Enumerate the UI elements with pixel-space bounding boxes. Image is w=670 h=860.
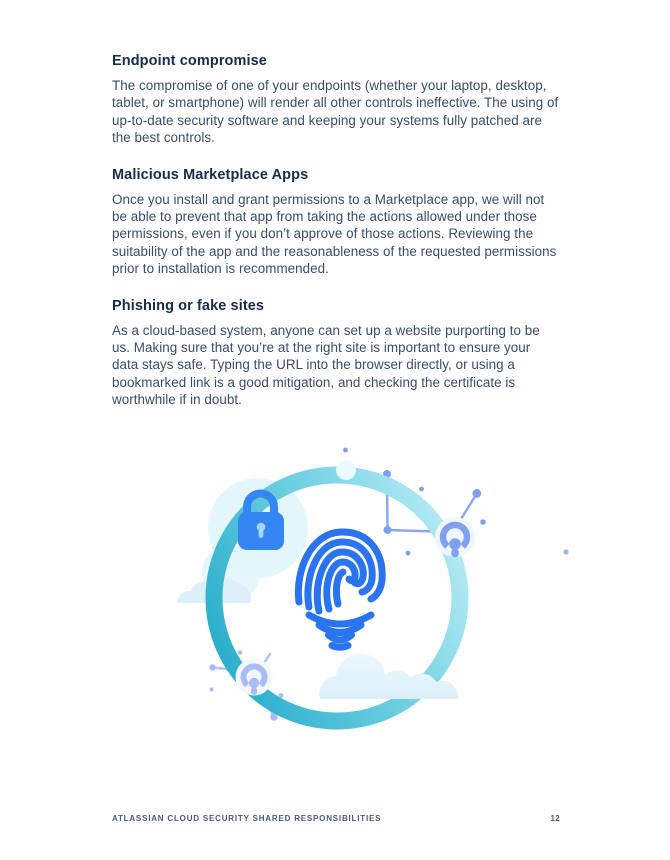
page-footer: [112, 814, 560, 823]
section-heading: Phishing or fake sites: [112, 297, 265, 314]
user-node-icon: [435, 517, 475, 557]
security-illustration: [150, 440, 580, 770]
section-body: Once you install and grant permissions to a Marketplace app, we will not be able to prevent that app from taking the actions allowed under those permissions, even if you don’t approve of those actions. Reviewing the suitability of the app and the reasonableness of the requested permissions prior to installation is recommended.: [112, 191, 557, 277]
section-body: The compromise of one of your endpoints (whether your laptop, desktop, tablet, or smartphone) will render all other controls ineffective. The using of up-to-date security software and keeping your systems fully patched are the best controls.: [112, 78, 559, 146]
section-phishing-or-fake-sites: [112, 298, 559, 409]
section-malicious-marketplace-apps: [112, 167, 559, 278]
section-endpoint-compromise: [112, 53, 559, 147]
footer-title: ATLASSIAN CLOUD SECURITY SHARED RESPONSIBILITIES: [112, 814, 382, 823]
user-node-icon: [236, 659, 273, 696]
page-number: 12: [550, 814, 560, 823]
section-body: As a cloud-based system, anyone can set up a website purporting to be us. Making sure that you’re at the right site is important to ensure your data stays safe. Typing the URL into the browser directly, or using a bookmarked link is a good mitigation, and checking the certificate is worthwhile if in doubt.: [112, 322, 540, 408]
fingerprint-icon: [298, 532, 382, 647]
section-heading: Endpoint compromise: [112, 53, 267, 69]
page-content: [112, 53, 559, 429]
ring-node: [336, 460, 356, 480]
section-heading: Malicious Marketplace Apps: [112, 166, 309, 183]
